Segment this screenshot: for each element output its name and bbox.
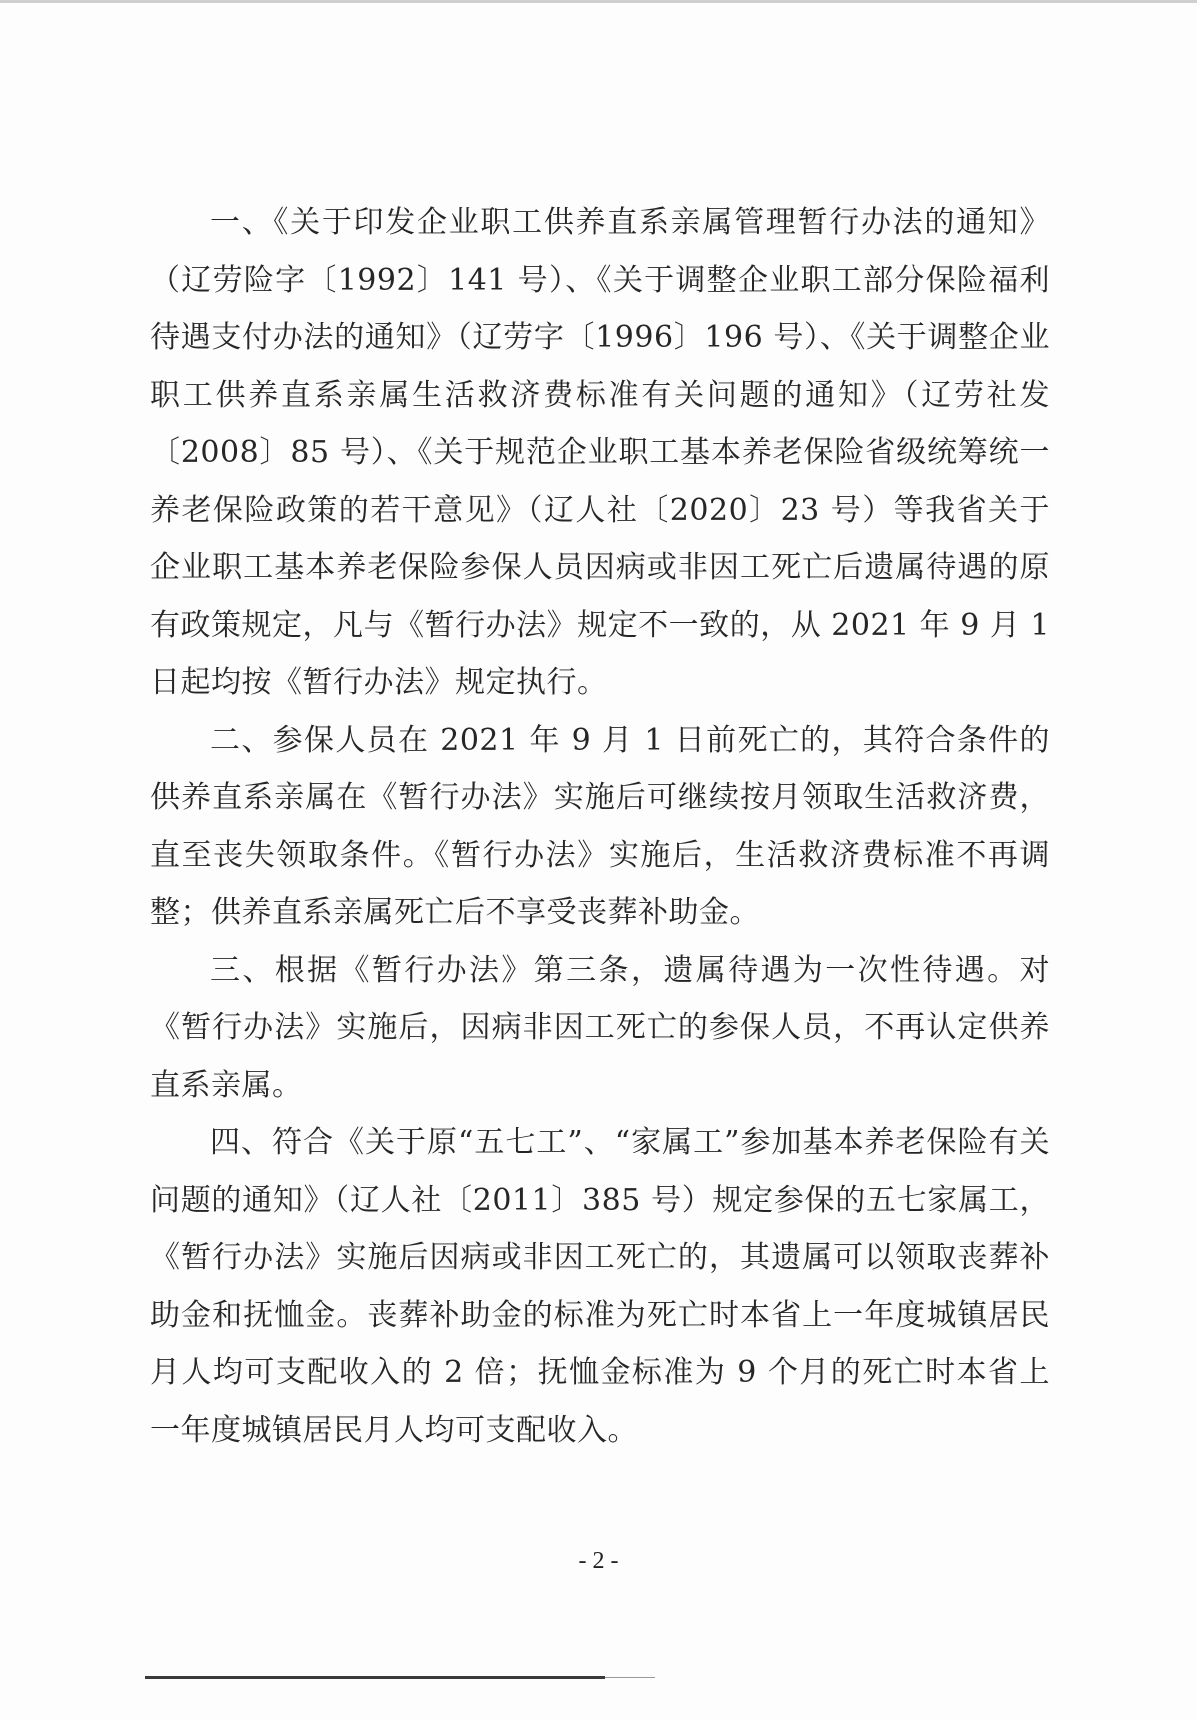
footer-rule bbox=[145, 1676, 605, 1679]
footer-rule-tail bbox=[605, 1677, 655, 1678]
paragraph-3: 三、根据《暂行办法》第三条，遗属待遇为一次性待遇。对《暂行办法》实施后，因病非因工死亡的参保人员，不再认定供养直系亲属。 bbox=[150, 952, 1050, 1103]
paragraph-2: 二、参保人员在 2021 年 9 月 1 日前死亡的，其符合条件的供养直系亲属在《暂行办法》实施后可继续按月领取生活救济费，直至丧失领取条件。《暂行办法》实施后，生活救济费标准不再调整；供养直系亲属死亡后不享受丧葬补助金。 bbox=[150, 722, 1050, 930]
page-number: - 2 - bbox=[578, 1548, 619, 1574]
paragraph-1: 一、《关于印发企业职工供养直系亲属管理暂行办法的通知》（辽劳险字〔1992〕141 号）、《关于调整企业职工部分保险福利待遇支付办法的通知》（辽劳字〔1996〕196 号）、《关于调整企业职工供养直系亲属生活救济费标准有关问题的通知》（辽劳社发〔2008〕85 号）、《关于规范企业职工基本养老保险省级统筹统一养老保险政策的若干意见》（辽人社〔2020〕23 号）等我省关于企业职工基本养老保险参保人员因病或非因工死亡后遗属待遇的原有政策规定，凡与《暂行办法》规定不一致的，从 2021 年 9 月 1 日起均按《暂行办法》规定执行。 bbox=[150, 205, 1050, 700]
document-body bbox=[150, 194, 1050, 1459]
scan-top-edge bbox=[0, 0, 1197, 3]
paragraph-4: 四、符合《关于原“五七工”、“家属工”参加基本养老保险有关问题的通知》（辽人社〔2011〕385 号）规定参保的五七家属工，《暂行办法》实施后因病或非因工死亡的，其遗属可以领取丧葬补助金和抚恤金。丧葬补助金的标准为死亡时本省上一年度城镇居民月人均可支配收入的 2 倍；抚恤金标准为 9 个月的死亡时本省上一年度城镇居民月人均可支配收入。 bbox=[150, 1125, 1050, 1448]
